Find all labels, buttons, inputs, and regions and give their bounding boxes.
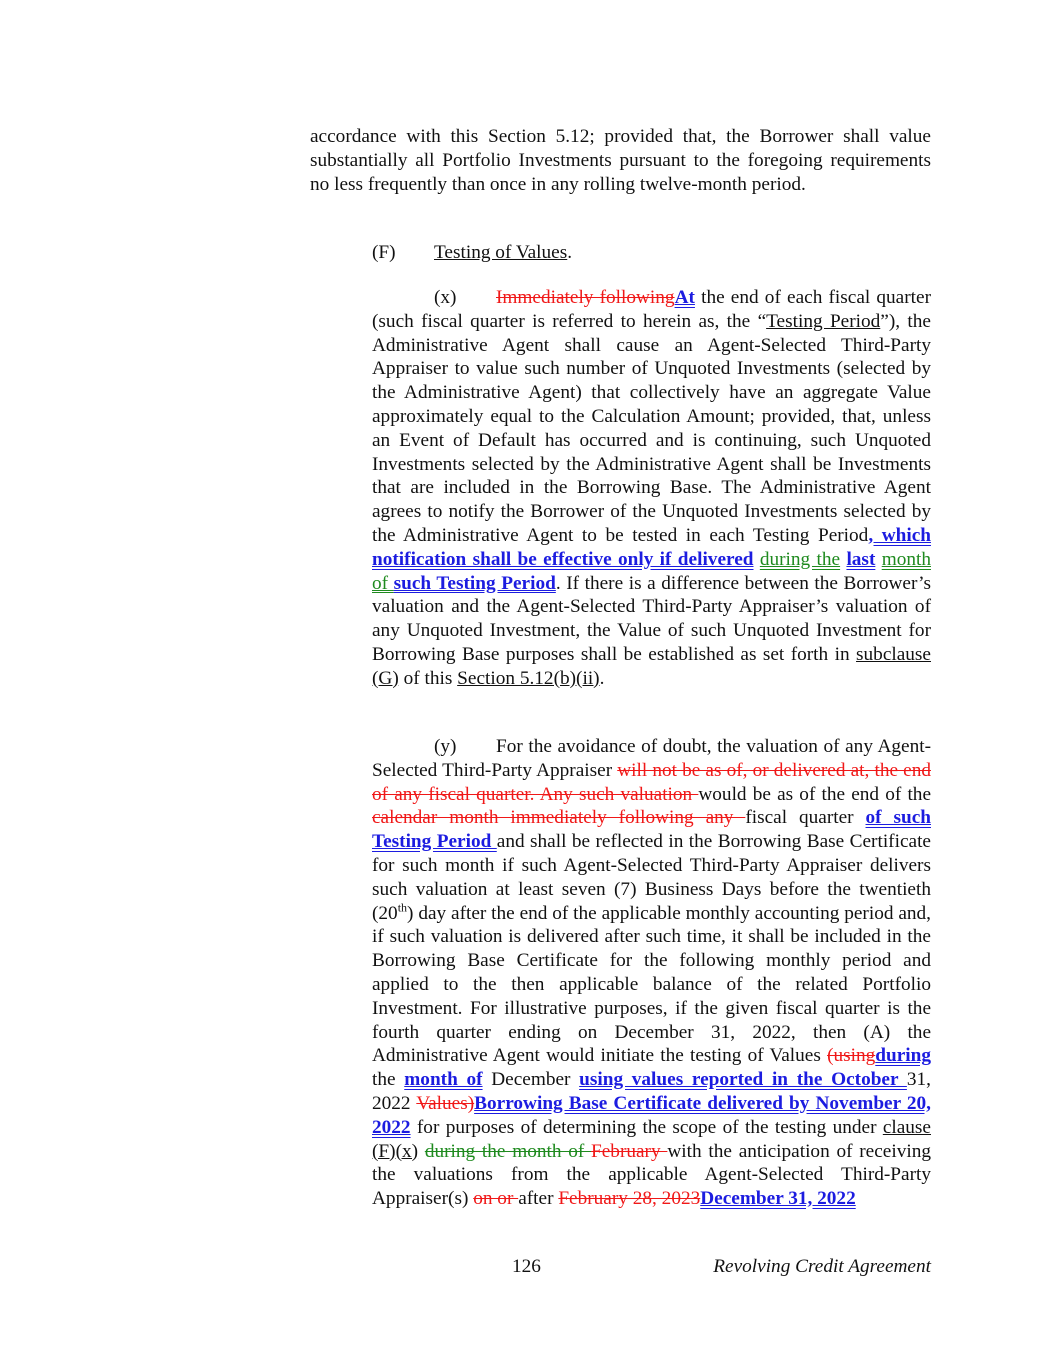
clause-label: (F): [372, 242, 396, 263]
heading-testing-of-values: [372, 241, 932, 265]
deleted-text: calendar month immediately following any: [372, 807, 746, 829]
deleted-text: on or: [473, 1188, 519, 1210]
underlined-reference: Testing of Values: [434, 242, 568, 263]
text-run: December: [482, 1069, 580, 1091]
page-footer: [310, 1256, 931, 1280]
deleted-text: Values): [416, 1092, 475, 1114]
text-run: and shall be reflected in the Borrowing Base Certificate for such month if such Agent-Selected Third-Party Appraiser delivers such valuation at least seven (7) Business Days before the twentieth (20: [372, 831, 931, 924]
underlined-reference: Testing Period: [766, 310, 881, 332]
clause-label: (x): [434, 287, 457, 308]
text-run: .: [567, 242, 573, 263]
text-run: the end of each fiscal quarter (such fiscal quarter is referred to herein as, the “: [372, 287, 931, 332]
text-run: For the avoidance of doubt, the valuation of any Agent-Selected Third-Party Appraiser: [372, 736, 931, 781]
moved-deleted-text: during the month of: [424, 1140, 592, 1162]
underlined-reference: subclause (G): [372, 643, 931, 689]
deleted-text: will not be as of, or delivered at, the end of any fiscal quarter. Any such valuation: [372, 759, 931, 805]
inserted-text: At: [674, 287, 695, 308]
moved-text: during the: [759, 548, 841, 570]
inserted-text: last: [846, 548, 876, 570]
deleted-text: Immediately following: [496, 287, 675, 308]
paragraph-clause-x: [372, 286, 931, 691]
inserted-text: Borrowing Base Certificate delivered by November 20, 2022: [372, 1092, 931, 1138]
inserted-text: , which notification shall be effective only if delivered: [372, 524, 931, 570]
text-run: . If there is a difference between the Borrower’s valuation and the Agent-Selected Third-Party Appraiser’s valuation of any Unquoted Investment, the Value of such Unquoted Investment for Borrowing Base purposes shall be established as set forth in: [372, 572, 931, 665]
page-number: 126: [512, 1256, 541, 1277]
text-run: ”), the Administrative Agent shall cause an Agent-Selected Third-Party Appraiser to value such number of Unquoted Investments (selected by the Administrative Agent) that collectively have an aggregate Value approximately equal to the Calculation Amount; provided, that, unless an Event of Default has occurred and is continuing, such Unquoted Investments selected by the Administrative Agent shall be Investments that are included in the Borrowing Base. The Administrative Agent agrees to notify the Borrower of the Unquoted Investments selected by the Administrative Agent to be tested in each Testing Period: [372, 310, 931, 546]
paragraph-clause-y: [372, 735, 931, 1211]
paragraph-valuation-frequency: [310, 125, 931, 196]
text-run: after: [518, 1188, 559, 1210]
moved-text: month of: [372, 548, 931, 594]
underlined-reference: Section 5.12(b)(ii): [457, 667, 600, 689]
inserted-text: December 31, 2022: [700, 1188, 856, 1210]
text-run: ) day after the end of the applicable monthly accounting period and, if such valuation is delivered after such time, it shall be included in the Borrowing Base Certificate for the following monthly period and applied to the then applicable balance of the related Portfolio Investment. For illustrative purposes, if the given fiscal quarter is the fourth quarter ending on December 31, 2022, then (A) the Administrative Agent would initiate the testing of Values: [372, 902, 931, 1067]
inserted-text: such Testing Period: [393, 572, 556, 594]
clause-label: (y): [434, 736, 457, 757]
text-run: accordance with this Section 5.12; provided that, the Borrower shall value substantially all Portfolio Investments pursuant to the foregoing requirements no less frequently than once in any rolling twelve-month period.: [310, 126, 931, 195]
text-run: with the anticipation of receiving the valuations from the applicable Agent-Selected Third-Party Appraiser(s): [372, 1140, 931, 1210]
text-run: of this: [398, 667, 458, 689]
text-run: .: [599, 667, 605, 689]
document-title: Revolving Credit Agreement: [713, 1256, 931, 1277]
superscript: th: [397, 900, 408, 915]
text-run: fiscal quarter: [745, 807, 866, 829]
deleted-text: February 28, 2023: [558, 1188, 701, 1210]
text-run: would be as of the end of the: [698, 783, 932, 805]
deleted-text: February: [591, 1140, 668, 1162]
inserted-text: month of: [404, 1069, 483, 1091]
text-run: 31, 2022: [372, 1069, 931, 1114]
underlined-reference: clause (F)(x): [372, 1116, 931, 1162]
text-run: for purposes of determining the scope of the testing under: [410, 1116, 883, 1138]
inserted-text: during: [875, 1045, 931, 1067]
text-run: the: [372, 1069, 405, 1091]
inserted-text: of such Testing Period: [372, 807, 931, 853]
text-run: [418, 1141, 425, 1162]
inserted-text: using values reported in the October: [579, 1069, 907, 1091]
deleted-text: (using: [827, 1045, 876, 1067]
